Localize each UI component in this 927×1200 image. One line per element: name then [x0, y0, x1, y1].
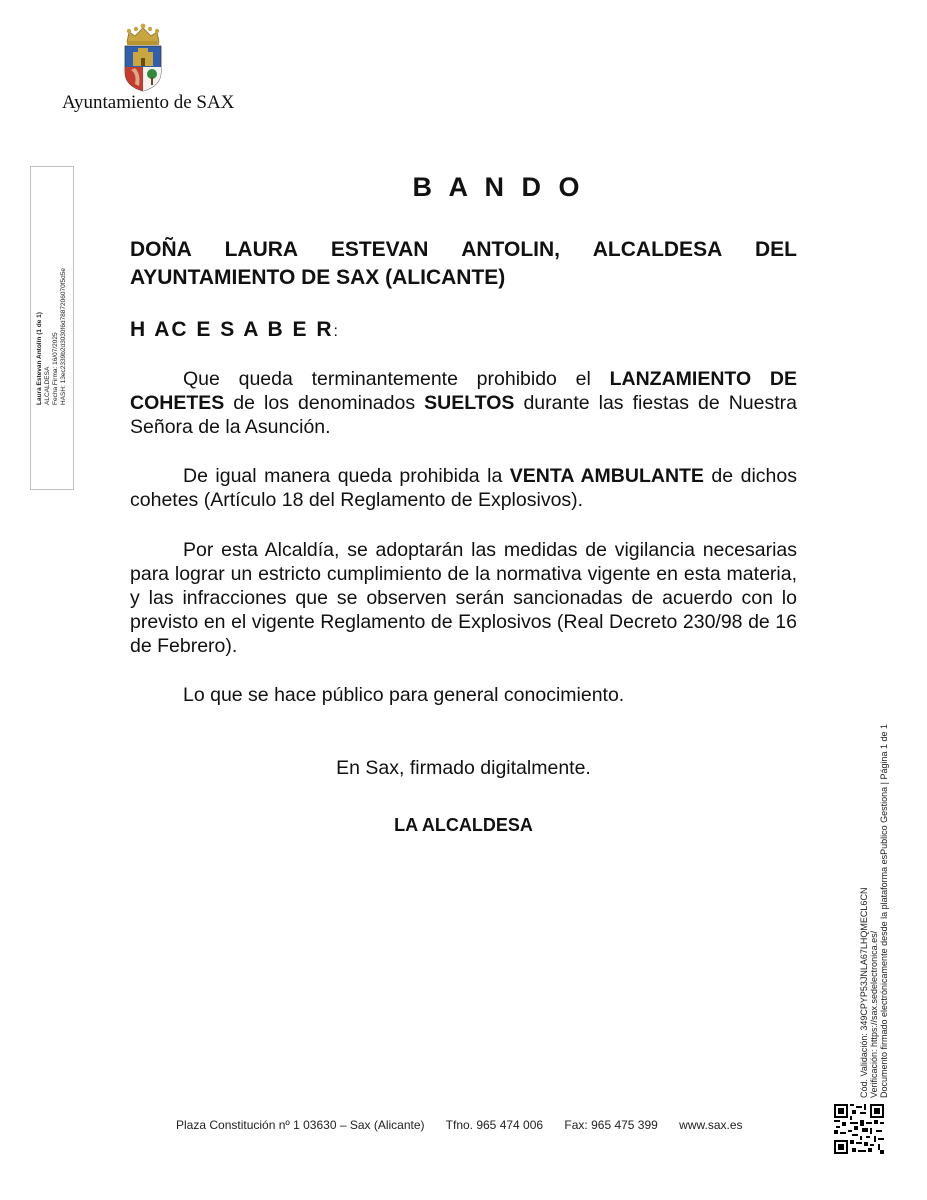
signer-title: LA ALCALDESA [394, 815, 533, 835]
paragraph-bold-text: LANZAMIENTO DE COHETES [130, 368, 798, 414]
paragraph-text: De igual manera queda prohibida la [183, 465, 510, 487]
signature-stamp-text [36, 268, 68, 405]
paragraph-bold-text: SUELTOS [424, 392, 515, 414]
paragraph-text: Que queda terminantemente prohibido el [183, 368, 610, 390]
paragraph-text: Por esta Alcaldía, se adoptarán las medidas de vigilancia necesarias para lograr un estricto cumplimiento de la normativa vigente en esta materia, y las infracciones que se observen serán sancionadas de acuerdo con lo previsto en el vigente Reglamento de Explosivos (Real Decreto 230/98 de 16 de Febrero). [130, 539, 797, 657]
signed-platform-note: Documento firmado electrónicamente desde la plataforma esPublico Gestiona | Página 1 de 1 [879, 723, 889, 1098]
paragraph-2 [130, 464, 797, 512]
qr-code-icon [834, 1104, 884, 1154]
validation-code: Cód. Validación: 349CPYP53JNLA67LHQMECL6CN [859, 887, 869, 1098]
hace-saber-text: H AC E S A B E R [130, 318, 334, 341]
signature-signer: Laura Estevan Antolín (1 de 1) [36, 312, 43, 405]
paragraph-text: Lo que se hace público para general conocimiento. [183, 684, 625, 706]
verification-url[interactable]: Verificación: https://sax.sedelectronica.es/ [869, 930, 879, 1098]
place-line: En Sax, firmado digitalmente. [336, 757, 591, 779]
paragraph-bold-text: VENTA AMBULANTE [509, 465, 704, 487]
paragraph-3 [130, 538, 797, 658]
paragraph-text: de dichos cohetes (Artículo 18 del Reglamento de Explosivos). [130, 465, 797, 511]
document-title: B A N D O [412, 172, 585, 202]
signature-hash: HASH: 13ec2339b2d3030f6d7887206070f5d5e [60, 268, 67, 405]
hace-saber-colon: : [333, 323, 340, 340]
paragraph-text: de los denominados [224, 392, 425, 414]
coat-of-arms-icon [121, 22, 165, 92]
footer-web[interactable]: www.sax.es [679, 1118, 743, 1132]
paragraph-4 [130, 683, 797, 707]
signature-date: Fecha Firma: 16/07/2025 [52, 332, 59, 405]
hace-saber-heading [130, 318, 797, 342]
verification-text [859, 724, 889, 1098]
footer-fax: Fax: 965 475 399 [564, 1118, 658, 1132]
organization-name: Ayuntamiento de SAX [62, 92, 235, 113]
signature-role: ALCALDESA [44, 366, 51, 405]
footer [176, 1118, 761, 1132]
paragraph-text: durante las fiestas de Nuestra Señora de la Asunción. [130, 392, 797, 438]
document-heading: DOÑA LAURA ESTEVAN ANTOLIN, ALCALDESA DEL AYUNTAMIENTO DE SAX (ALICANTE) [130, 238, 797, 289]
footer-address: Plaza Constitución nº 1 03630 – Sax (Alicante) [176, 1118, 425, 1132]
paragraph-1 [130, 367, 797, 439]
footer-phone: Tfno. 965 474 006 [445, 1118, 544, 1132]
